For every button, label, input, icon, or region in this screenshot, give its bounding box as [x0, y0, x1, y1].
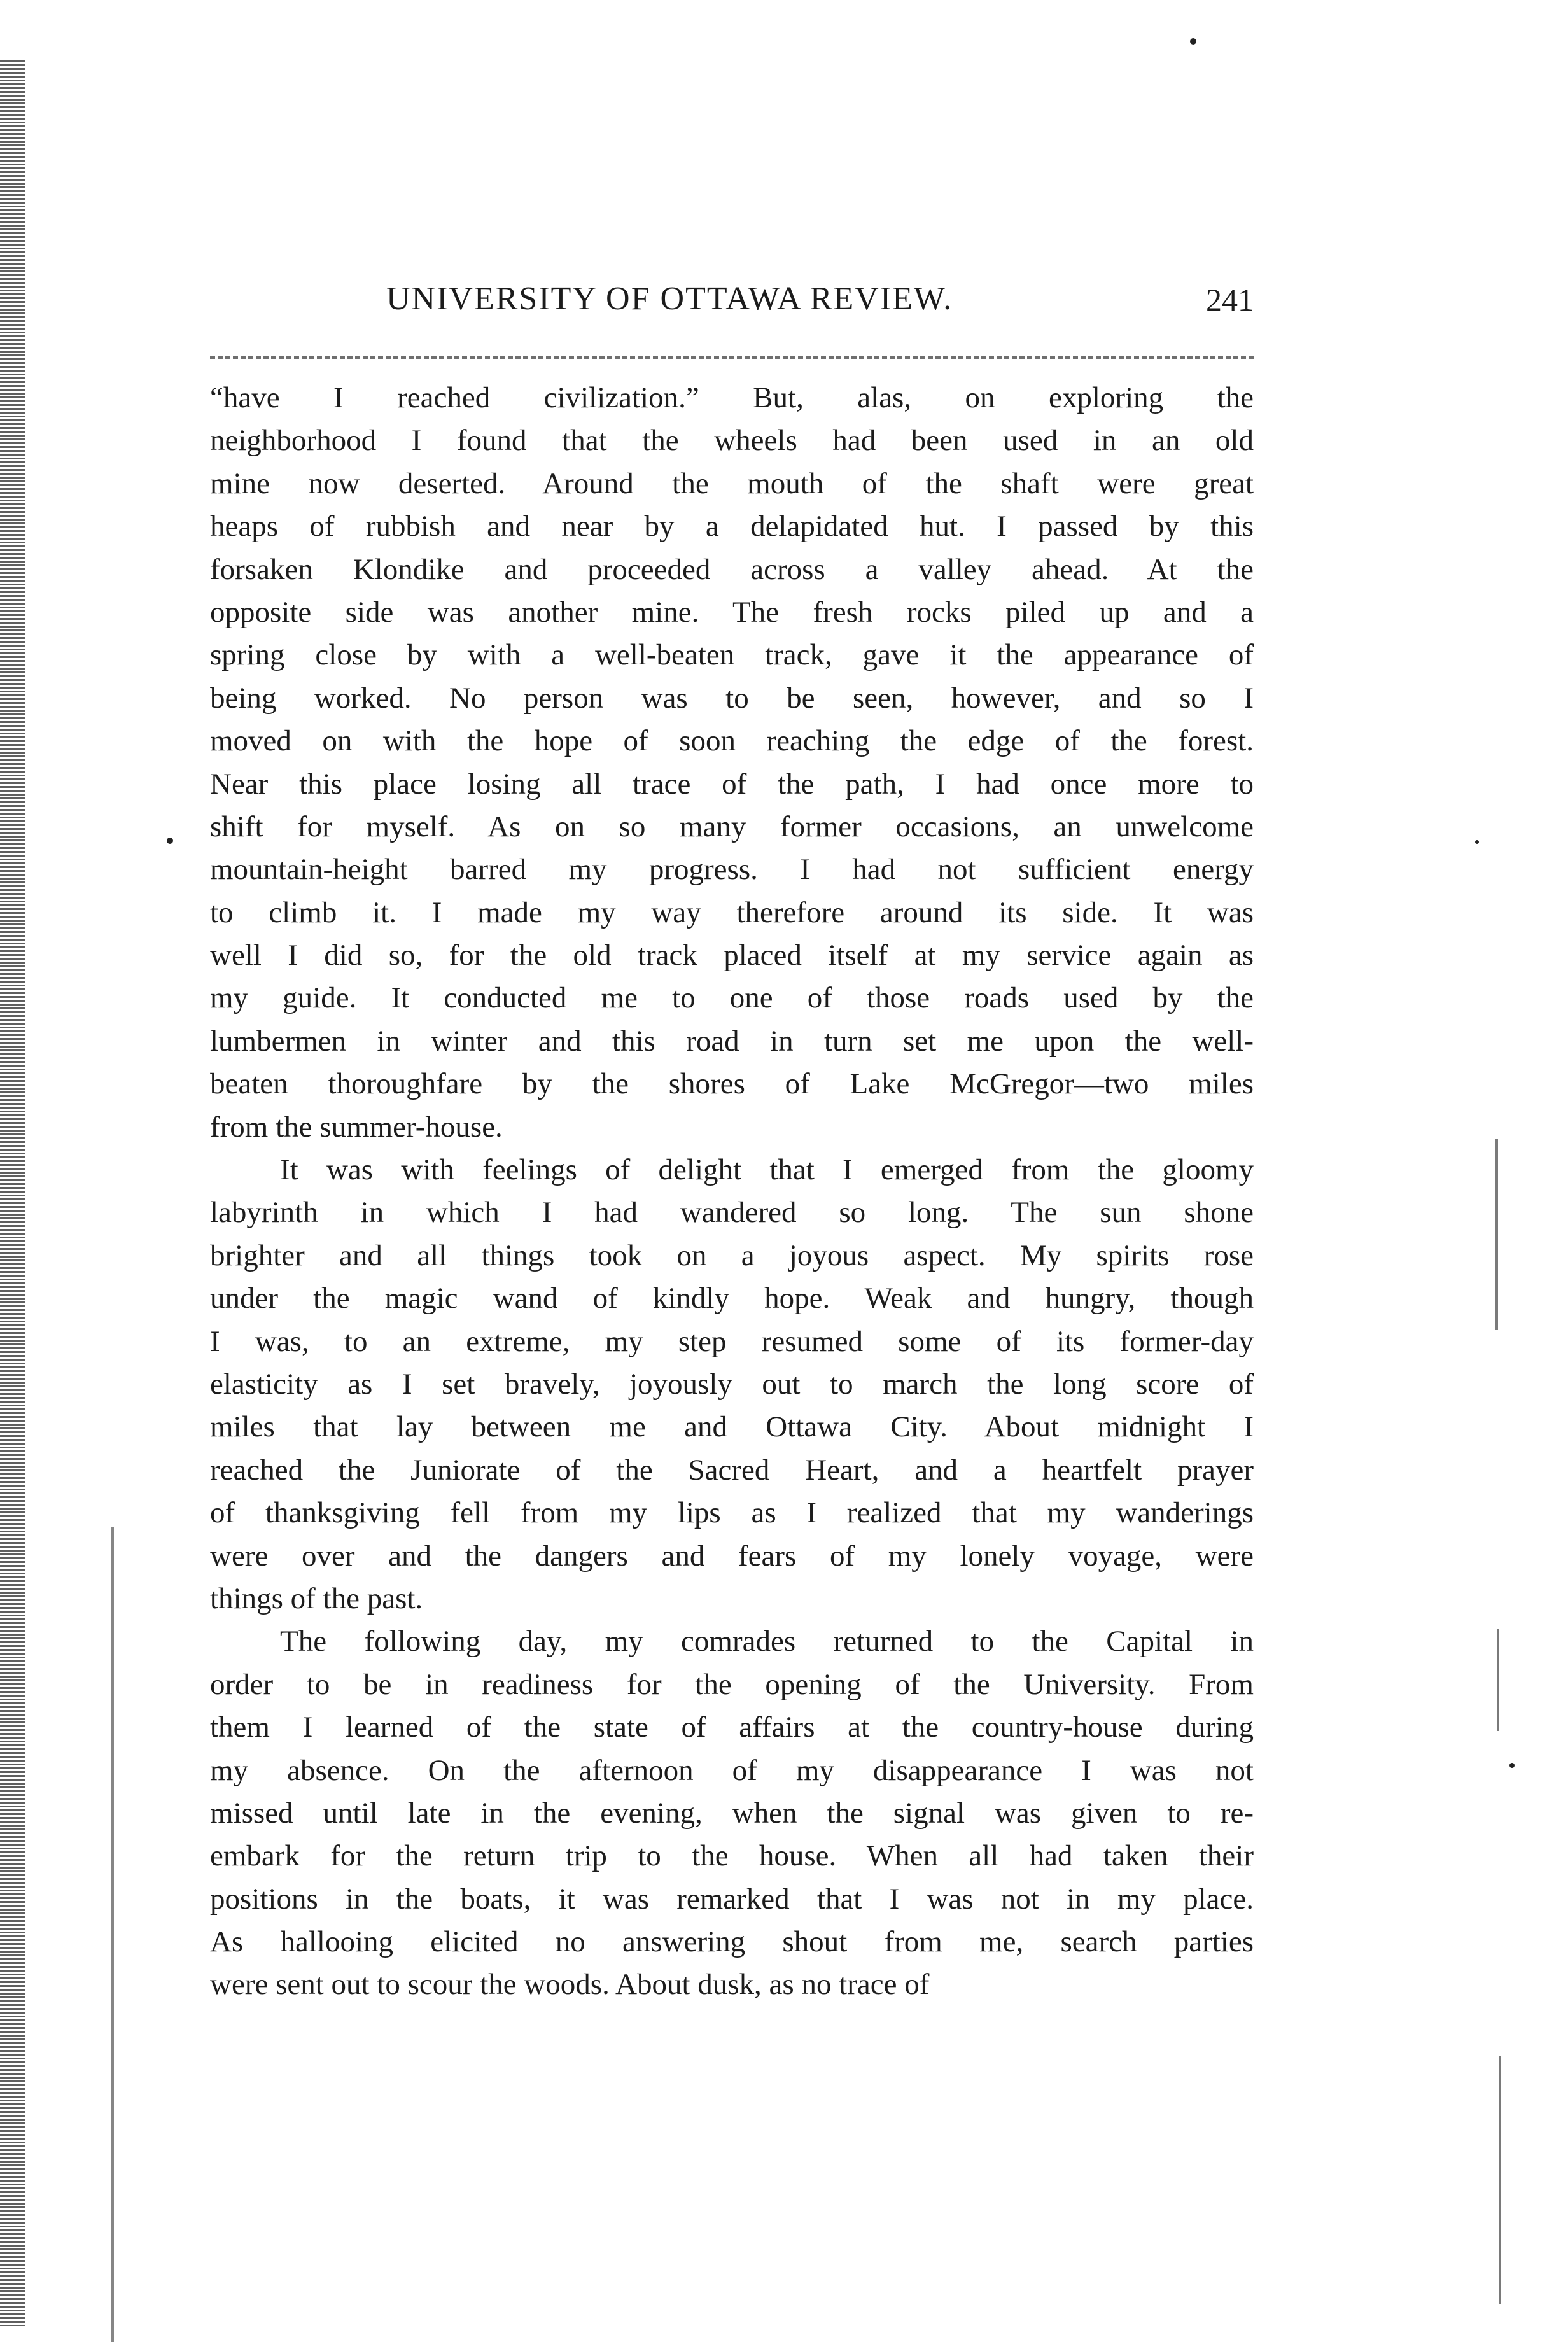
scan-speck	[1509, 1763, 1515, 1768]
text-line: lumbermen in winter and this road in turn set me upon the well-	[210, 1024, 1254, 1058]
scanned-binding-edge	[0, 60, 25, 2326]
text-line: brighter and all things took on a joyous aspect. My spirits rose	[210, 1238, 1254, 1272]
text-line: neighborhood I found that the wheels had been used in an old	[210, 424, 1254, 458]
text-line: from the summer-house.	[210, 1110, 503, 1144]
text-line: missed until late in the evening, when the signal was given to re-	[210, 1796, 1254, 1830]
text-line: As hallooing elicited no answering shout from me, search parties	[210, 1925, 1254, 1959]
running-title: UNIVERSITY OF OTTAWA REVIEW.	[386, 281, 953, 317]
margin-mark	[1497, 1629, 1499, 1731]
text-line: reached the Juniorate of the Sacred Heart, and a heartfelt prayer	[210, 1453, 1254, 1487]
text-line: “have I reached civilization.” But, alas, on exploring the	[210, 381, 1254, 414]
text-line: mine now deserted. Around the mouth of the shaft were great	[210, 466, 1254, 500]
text-line: opposite side was another mine. The fresh rocks piled up and a	[210, 595, 1254, 629]
text-line: miles that lay between me and Ottawa City. About midnight I	[210, 1410, 1254, 1444]
header-rule	[210, 356, 1254, 359]
text-line: my guide. It conducted me to one of those roads used by the	[210, 981, 1254, 1015]
scan-speck	[167, 838, 173, 844]
text-line: heaps of rubbish and near by a delapidated hut. I passed by this	[210, 510, 1254, 543]
text-line: shift for myself. As on so many former occasions, an unwelcome	[210, 810, 1254, 843]
binding-shadow-line	[111, 1527, 114, 2342]
text-line: them I learned of the state of affairs at the country-house during	[210, 1711, 1254, 1744]
text-line: spring close by with a well-beaten track, gave it the appearance of	[210, 638, 1254, 672]
text-line: The following day, my comrades returned to the Capital in	[280, 1625, 1254, 1658]
text-line: elasticity as I set bravely, joyously out to march the long score of	[210, 1367, 1254, 1401]
text-line: embark for the return trip to the house. When all had taken their	[210, 1839, 1254, 1873]
text-line: beaten thoroughfare by the shores of Lake McGregor—two miles	[210, 1067, 1254, 1101]
paragraph	[210, 1620, 1254, 2007]
text-line: things of the past.	[210, 1581, 423, 1615]
text-line: my absence. On the afternoon of my disappearance I was not	[210, 1753, 1254, 1787]
text-line: order to be in readiness for the opening of the University. From	[210, 1667, 1254, 1701]
text-line: were over and the dangers and fears of my lonely voyage, were	[210, 1539, 1254, 1573]
text-line: I was, to an extreme, my step resumed some of its former-day	[210, 1324, 1254, 1358]
page-number: 241	[1206, 282, 1254, 318]
text-line: well I did so, for the old track placed itself at my service again as	[210, 939, 1254, 972]
text-line: moved on with the hope of soon reaching the edge of the forest.	[210, 724, 1254, 758]
text-line: It was with feelings of delight that I emerged from the gloomy	[280, 1153, 1254, 1187]
text-line: positions in the boats, it was remarked that I was not in my place.	[210, 1882, 1254, 1916]
text-line: mountain-height barred my progress. I had not sufficient energy	[210, 853, 1254, 887]
paragraph	[210, 377, 1254, 1149]
margin-mark	[1499, 2056, 1501, 2304]
text-line: to climb it. I made my way therefore around its side. It was	[210, 895, 1254, 929]
scan-speck	[1475, 840, 1479, 844]
page-header	[210, 280, 1254, 328]
text-line: were sent out to scour the woods. About dusk, as no trace of	[210, 1968, 930, 2002]
text-line: being worked. No person was to be seen, however, and so I	[210, 681, 1254, 715]
body-text	[210, 377, 1254, 2007]
text-line: of thanksgiving fell from my lips as I realized that my wanderings	[210, 1496, 1254, 1530]
scan-speck	[1190, 38, 1196, 45]
text-line: labyrinth in which I had wandered so long. The sun shone	[210, 1196, 1254, 1230]
text-line: forsaken Klondike and proceeded across a valley ahead. At the	[210, 552, 1254, 586]
paragraph	[210, 1149, 1254, 1620]
text-line: Near this place losing all trace of the path, I had once more to	[210, 767, 1254, 801]
margin-mark	[1495, 1139, 1498, 1330]
text-line: under the magic wand of kindly hope. Weak and hungry, though	[210, 1282, 1254, 1315]
